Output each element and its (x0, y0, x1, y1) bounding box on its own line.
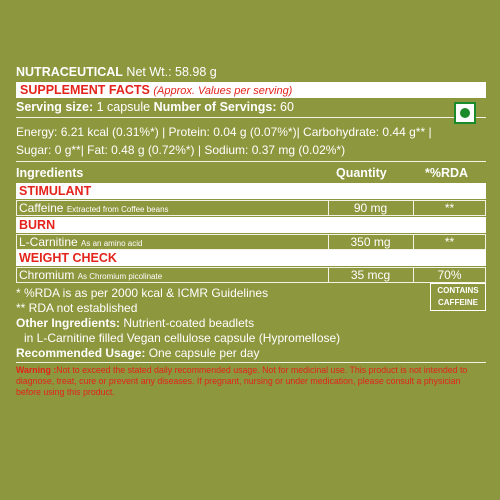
ingredient-name: L-Carnitine As an amino acid (19, 235, 143, 249)
warning-text (16, 365, 486, 399)
nutrition-line-2: Sugar: 0 g**| Fat: 0.48 g (0.72%*) | Sodium: 0.37 mg (0.02%*) (16, 143, 346, 157)
recommended-usage-value: One capsule per day (145, 346, 260, 360)
ingredient-name: Caffeine Extracted from Coffee beans (19, 201, 169, 215)
ingredient-quantity: 90 mg (353, 201, 388, 215)
other-ingredients-value: Nutrient-coated beadlets (120, 316, 255, 330)
ingredient-quantity: 35 mcg (350, 268, 391, 282)
rda-footnote-1: * %RDA is as per 2000 kcal & ICMR Guidelines (16, 286, 269, 300)
ingredient-name: Chromium As Chromium picolinate (19, 268, 163, 282)
veg-dot (460, 108, 470, 118)
ingredient-quantity: 350 mg (350, 235, 391, 249)
quantity-header: Quantity (336, 166, 387, 180)
serving-size-value: 1 capsule (93, 100, 154, 114)
brand-name: NUTRACEUTICAL (16, 65, 123, 79)
recommended-usage (16, 346, 259, 360)
rda-footnote-2: ** RDA not established (16, 301, 138, 315)
recommended-usage-label: Recommended Usage: (16, 346, 146, 360)
other-ingredients-line-2: in L-Carnitine filled Vegan cellulose capsule (Hypromellose) (24, 331, 341, 345)
supplement-facts-title: SUPPLEMENT FACTS (20, 83, 150, 97)
servings-label: Number of Servings: (153, 100, 277, 114)
other-ingredients-label: Other Ingredients: (16, 316, 121, 330)
warning-body: Not to exceed the stated daily recommended usage. Not for medicinal use. This product is not intended to diagnose, treat, cure or prevent any diseases. If pregnant, nursing or under medication, please consult a physician before using this product. (16, 365, 468, 398)
servings-value: 60 (276, 100, 294, 114)
divider (16, 362, 486, 363)
serving-info (16, 100, 294, 115)
ingredient-rda: ** (444, 235, 455, 249)
supplement-facts-note: (Approx. Values per serving) (153, 85, 293, 97)
ingredient-rda: 70% (437, 268, 462, 282)
divider (16, 117, 486, 118)
caffeine-box-line-1: CONTAINS (437, 286, 479, 295)
net-weight: Net Wt.: 58.98 g (122, 65, 217, 79)
section-band (16, 217, 486, 233)
other-ingredients (16, 316, 254, 330)
serving-size-label: Serving size: (16, 100, 94, 114)
contains-caffeine-box (430, 283, 486, 311)
supplement-facts-title-row (20, 83, 292, 99)
section-title: BURN (19, 218, 56, 232)
section-title: STIMULANT (19, 184, 92, 198)
nutrition-line-1: Energy: 6.21 kcal (0.31%*) | Protein: 0.04 g (0.07%*)| Carbohydrate: 0.44 g** | (16, 125, 432, 139)
ingredients-header: Ingredients (16, 166, 84, 180)
rda-header: *%RDA (425, 166, 469, 180)
ingredient-rda: ** (444, 201, 455, 215)
veg-symbol-icon (454, 102, 476, 124)
product-header (16, 65, 217, 80)
warning-label: Warning : (16, 365, 57, 375)
section-title: WEIGHT CHECK (19, 251, 117, 265)
caffeine-box-line-2: CAFFEINE (438, 298, 478, 307)
divider (16, 161, 486, 162)
